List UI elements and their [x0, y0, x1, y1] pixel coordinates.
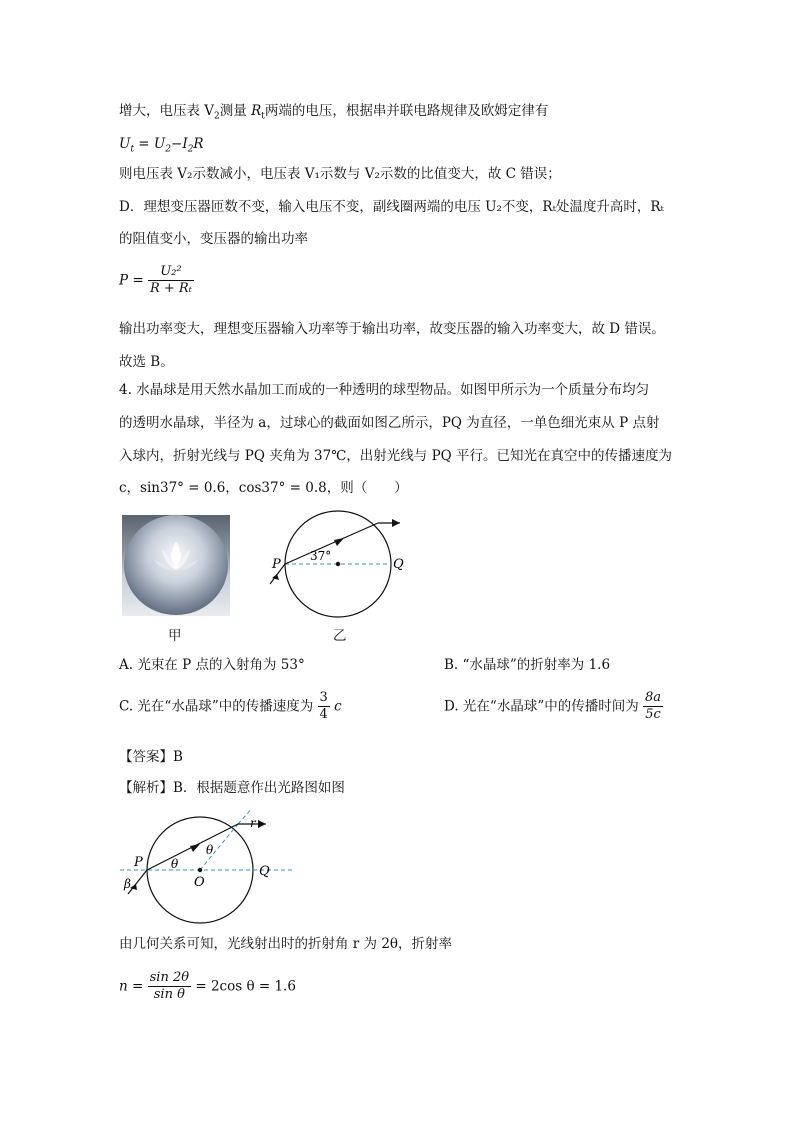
diagram-beta: β: [124, 877, 131, 891]
option-c-fraction: $\frac{3}{4}$: [319, 690, 328, 722]
option-b: B. “水晶球”的折射率为 1.6: [444, 657, 611, 673]
point-p-label: P: [272, 557, 281, 572]
diagram-p-label: P: [134, 855, 143, 870]
equation-ut: $U_t = U_2-I_2R$: [119, 136, 204, 155]
text-line-8: 故选 B。: [119, 354, 174, 370]
analysis-label: 【解析】: [119, 780, 173, 796]
diagram-theta-2: θ: [206, 843, 214, 857]
text-line-3: 则电压表 V₂示数减小，电压表 V₁示数与 V₂示数的比值变大，故 C 错误；: [119, 166, 561, 182]
option-c: C. 光在“水晶球”中的传播速度为 $\frac{3}{4}$ c: [119, 690, 342, 722]
refraction-fraction: $\frac{\sin 2\theta}{\text{sin θ}}$: [149, 970, 190, 1002]
option-d-fraction: $\frac{8a}{5c}$: [645, 690, 662, 722]
analysis-light-path-diagram: [116, 810, 296, 926]
angle-label: 37°: [310, 549, 332, 563]
question-4-line-4: c，sin37° = 0.6，cos37° = 0.8，则（ ）: [119, 480, 408, 496]
power-fraction: $\frac{\text{U₂²}}{\text{R + Rₜ}}$: [149, 264, 192, 296]
question-4-line-3: 入球内，折射光线与 PQ 夹角为 37℃，出射光线与 PQ 平行。已知光在真空中的传播速度为: [119, 448, 673, 464]
refraction-diagram-yi: [262, 508, 412, 620]
answer-value: B: [173, 749, 183, 765]
option-d: D. 光在“水晶球”中的传播时间为 $\frac{8a}{5c}$: [444, 690, 662, 722]
refraction-formula: n = $\frac{\sin 2\theta}{\text{sin θ}}$ = 2cos θ = 1.6: [119, 970, 296, 1002]
figure-label-yi: 乙: [333, 628, 347, 644]
figure-label-jia: 甲: [168, 628, 182, 644]
analysis-line: 【解析】B．根据题意作出光路图如图: [119, 780, 345, 796]
equation-power: P = $\frac{\text{U₂²}}{\text{R + Rₜ}}$: [119, 264, 192, 296]
question-4-line-1: 4. 水晶球是用天然水晶加工而成的一种透明的球型物品。如图甲所示为一个质量分布均匀: [119, 382, 650, 398]
text-line-4: D．理想变压器匝数不变，输入电压不变，副线圈两端的电压 U₂不变，Rₜ处温度升高时，Rₜ: [119, 199, 664, 215]
answer-label: 【答案】: [119, 749, 173, 765]
text-line-1: 增大，电压表 $V_2$测量 $R_t$两端的电压，根据串并联电路规律及欧姆定律有: [119, 103, 549, 122]
conclusion-line: 由几何关系可知，光线射出时的折射角 r 为 2θ，折射率: [119, 936, 453, 952]
diagram-o-label: O: [194, 875, 205, 890]
crystal-ball-photo: [122, 515, 230, 616]
point-q-label: Q: [393, 557, 404, 572]
answer-line: [119, 747, 183, 767]
diagram-r: r: [250, 816, 256, 830]
text-line-7: 输出功率变大，理想变压器输入功率等于输出功率，故变压器的输入功率变大，故 D 错误。: [119, 321, 665, 337]
diagram-q-label: Q: [259, 864, 270, 879]
option-a: A. 光束在 P 点的入射角为 53°: [119, 657, 305, 673]
diagram-theta-1: θ: [171, 857, 179, 871]
lotus-icon: [152, 540, 200, 574]
question-4-line-2: 的透明水晶球，半径为 a，过球心的截面如图乙所示，PQ 为直径，一单色细光束从 P 点射: [119, 415, 660, 431]
text-line-5: 的阻值变小，变压器的输出功率: [119, 231, 308, 247]
